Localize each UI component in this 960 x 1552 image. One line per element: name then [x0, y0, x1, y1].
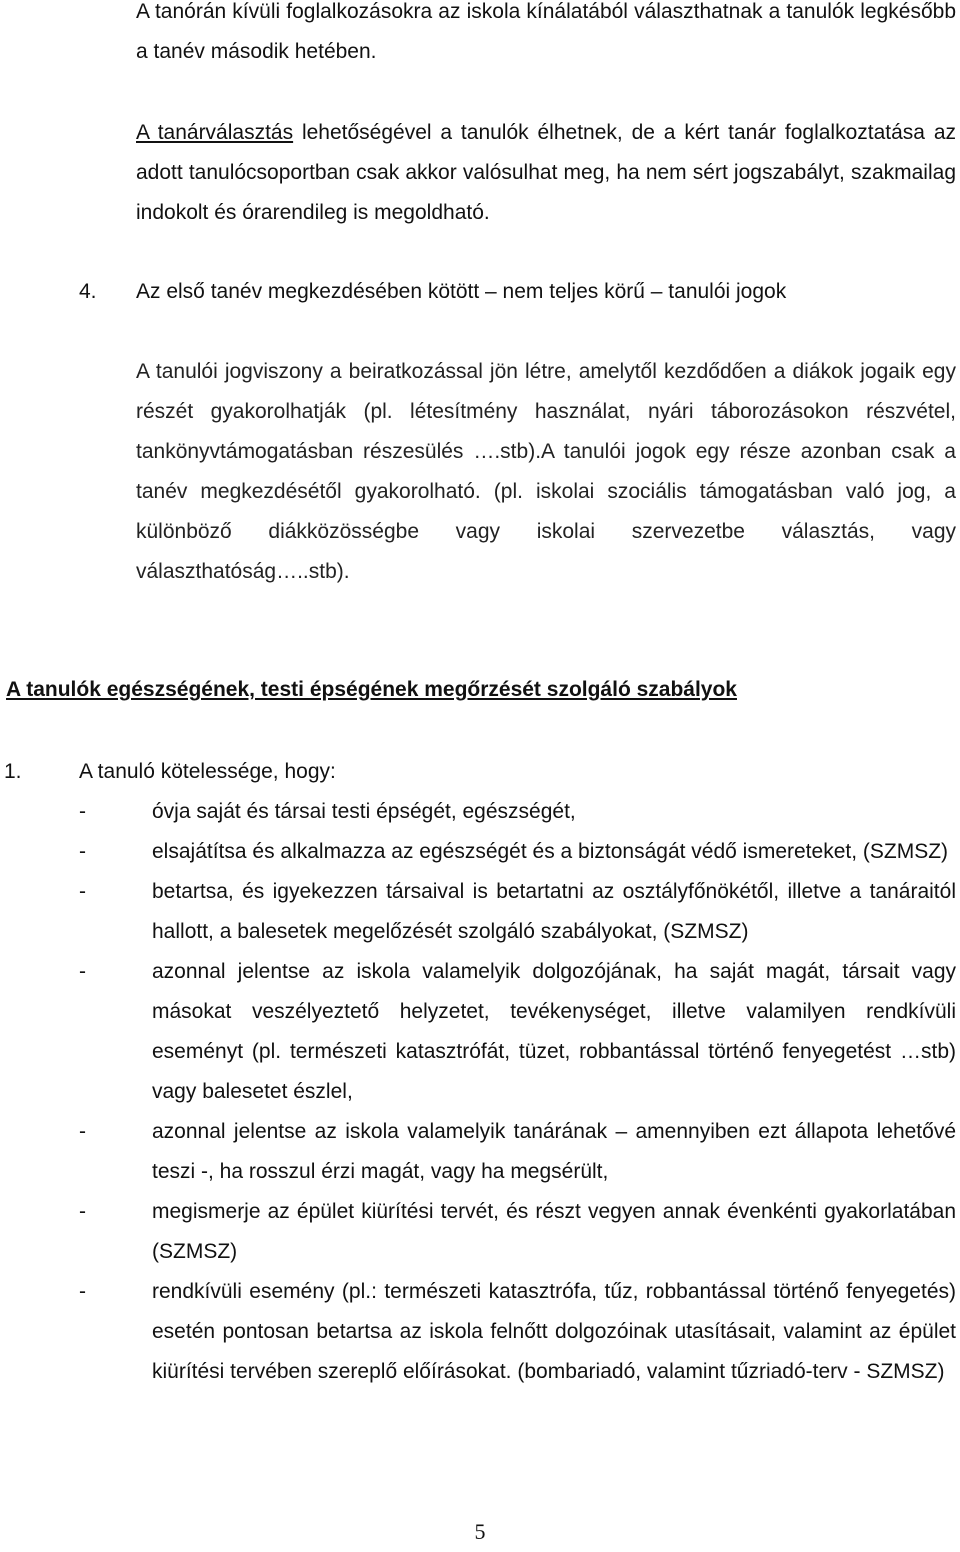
paragraph-extracurricular: A tanórán kívüli foglalkozásokra az iskola kínálatából választhatnak a tanulók legkésőbb a tanév második hetében. — [136, 0, 956, 63]
point-4-title: Az első tanév megkezdésében kötött – nem teljes körű – tanulói jogok — [136, 280, 787, 303]
list-item-text: rendkívüli esemény (pl.: természeti katasztrófa, tűz, robbantással történő fenyegetés) esetén pontosan betartsa az iskola felnőtt dolgozóinak utasításait, valamint az épület kiürítési tervében szereplő előírásokat. (bombariadó, valamint tűzriadó-terv - SZMSZ) — [152, 1280, 956, 1383]
teacher-choice-text: lehetőségével a tanulók élhetnek, de a kért tanár foglalkoztatása az adott tanulócsoportban csak akkor valósulhat meg, ha nem sért jogszabályt, szakmailag indokolt és órarendileg is megoldható. — [136, 121, 956, 224]
duty-number: 1. — [4, 760, 22, 783]
list-item-text: megismerje az épület kiürítési tervét, és részt vegyen annak évenkénti gyakorlatában (SZMSZ) — [152, 1200, 956, 1263]
list-dash: - — [79, 880, 86, 903]
list-item — [79, 1112, 956, 1192]
duty-intro — [4, 752, 704, 792]
page-number: 5 — [474, 1519, 486, 1544]
list-dash: - — [79, 840, 86, 863]
list-dash: - — [79, 800, 86, 823]
paragraph-student-rights: A tanulói jogviszony a beiratkozással jön létre, amelytől kezdődően a diákok jogaik egy részét gyakorolhatják (pl. létesítmény használat, nyári táborozásokon részvétel, tankönyvtámogatásban részesülés ….stb).A tanulói jogok egy része azonban csak a tanév megkezdésétől gyakorolható. (pl. iskolai szociális támogatásban való jog, a különböző diákközösségbe vagy iskolai szervezetbe választás, vagy választhatóság…..stb). — [136, 360, 956, 583]
list-dash: - — [79, 960, 86, 983]
duty-list — [79, 792, 956, 1392]
point-4-heading — [79, 272, 949, 312]
point-4-number: 4. — [79, 280, 97, 303]
list-item-text: betartsa, és igyekezzen társaival is betartatni az osztályfőnökétől, illetve a tanáraitól hallott, a balesetek megelőzését szolgáló szabályokat, (SZMSZ) — [152, 880, 956, 943]
paragraph-teacher-choice — [136, 113, 956, 233]
list-item — [79, 792, 956, 832]
list-dash: - — [79, 1120, 86, 1143]
list-item — [79, 952, 956, 1112]
list-item — [79, 1272, 956, 1392]
duty-intro-text: A tanuló kötelessége, hogy: — [79, 760, 336, 783]
section-title: A tanulók egészségének, testi épségének megőrzését szolgáló szabályok — [6, 678, 737, 701]
teacher-choice-link[interactable]: A tanárválasztás — [136, 121, 294, 144]
list-item-text: elsajátítsa és alkalmazza az egészségét és a biztonságát védő ismereteket, (SZMSZ) — [152, 840, 949, 863]
list-item — [79, 1192, 956, 1272]
list-dash: - — [79, 1200, 86, 1223]
list-item-text: azonnal jelentse az iskola valamelyik dolgozójának, ha saját magát, társait vagy másokat veszélyeztető helyzetet, tevékenységet, illetve valamilyen rendkívüli eseményt (pl. természeti katasztrófát, tüzet, robbantással történő fenyegetést …stb) vagy balesetet észlel, — [152, 960, 956, 1103]
list-dash: - — [79, 1280, 86, 1303]
list-item — [79, 832, 956, 872]
list-item — [79, 872, 956, 952]
list-item-text: azonnal jelentse az iskola valamelyik tanárának – amennyiben ezt állapota lehetővé teszi -, ha rosszul érzi magát, vagy ha megsérült, — [152, 1120, 956, 1183]
list-item-text: óvja saját és társai testi épségét, egészségét, — [152, 800, 576, 823]
